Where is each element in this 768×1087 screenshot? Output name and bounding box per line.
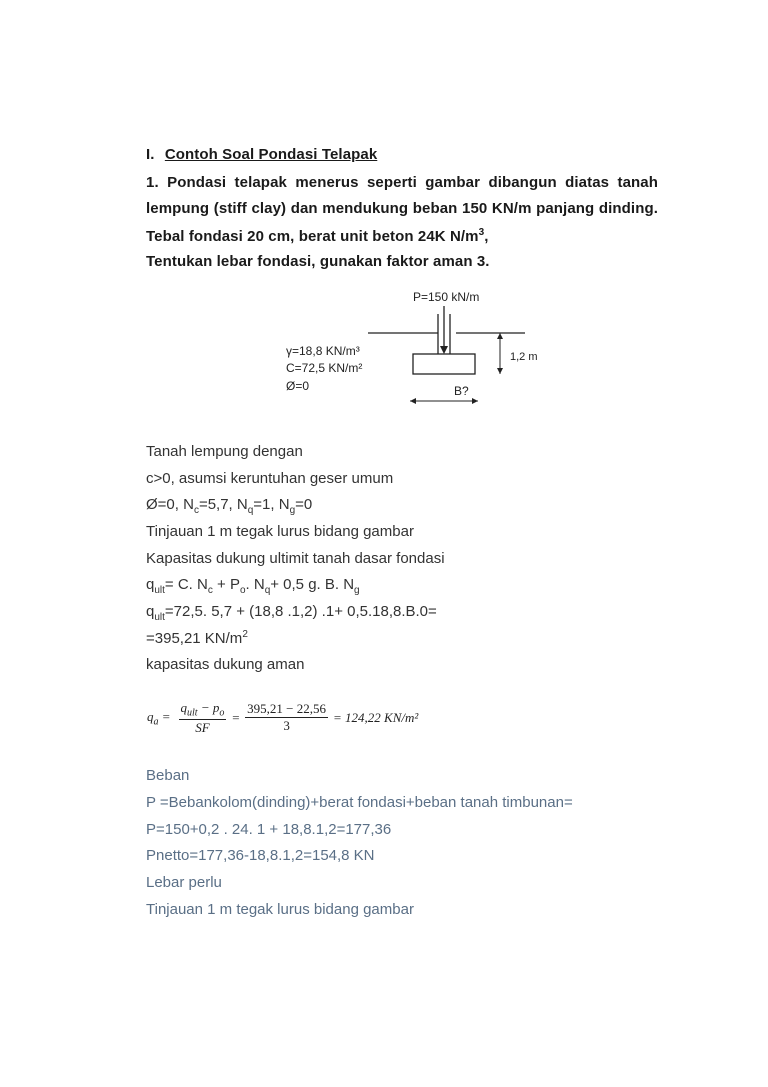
body-line-3-d: =1, N — [253, 496, 290, 513]
formula-lhs-sub: a — [153, 716, 159, 728]
formula-lhs: $q_a$ = — [147, 708, 171, 728]
section-heading — [146, 146, 377, 163]
depth-arrow-top — [497, 333, 503, 339]
body-line-3-b: =5,7, N — [198, 496, 248, 513]
problem-line-3-end: , — [484, 228, 489, 245]
load-arrowhead — [440, 346, 448, 354]
gamma-label: γ=18,8 KN/m³ — [286, 344, 360, 358]
problem-line-3 — [146, 227, 489, 245]
eq-part-d: . N — [245, 576, 265, 593]
width-arrow-right — [472, 398, 478, 404]
q-symbol: q — [146, 576, 155, 593]
formula-num-1 — [179, 700, 227, 720]
body-line-6 — [146, 576, 360, 596]
phi-label: Ø=0 — [286, 379, 310, 393]
depth-label: 1,2 m — [510, 351, 538, 363]
cohesion-label: C=72,5 KN/m² — [286, 361, 363, 375]
beban-line-4: Pnetto=177,36-18,8.1,2=154,8 KN — [146, 847, 375, 864]
body-line-5: Kapasitas dukung ultimit tanah dasar fondasi — [146, 550, 445, 567]
body-line-8 — [146, 629, 248, 647]
width-arrow-left — [410, 398, 416, 404]
problem-line-1: 1. Pondasi telapak menerus seperti gambar dibangun diatas tanah — [146, 174, 658, 191]
num1-sub: ult — [187, 707, 198, 719]
body-line-3-e: =0 — [295, 496, 313, 513]
q-symbol-2: q — [146, 603, 155, 620]
q-sub-ult-2: ult — [154, 612, 165, 623]
problem-line-4: Tentukan lebar fondasi, gunakan faktor aman 3. — [146, 253, 490, 270]
formula-lhs-q: q — [147, 708, 154, 724]
eq-sub-o: o — [239, 585, 246, 596]
formula-table — [146, 700, 419, 736]
body-line-7 — [146, 603, 437, 623]
formula-eq: = — [231, 709, 241, 725]
body-line-3-sub-g: g — [289, 505, 296, 516]
problem-line-3-sup: 3 — [478, 227, 485, 238]
eq-part-a: = C. N — [164, 576, 208, 593]
num1-minus: − p — [197, 700, 220, 715]
body-line-2: c>0, asumsi keruntuhan geser umum — [146, 470, 394, 487]
beban-line-1: Beban — [146, 767, 190, 784]
section-title: Contoh Soal Pondasi Telapak — [164, 146, 378, 163]
body-line-3-a: Ø=0, N — [146, 496, 194, 513]
body-line-4: Tinjauan 1 m tegak lurus bidang gambar — [146, 523, 414, 540]
formula-fraction-1 — [175, 700, 231, 736]
qult-result-sup: 2 — [242, 629, 248, 640]
beban-line-2: P =Bebankolom(dinding)+berat fondasi+beban tanah timbunan= — [146, 794, 573, 811]
body-line-3 — [146, 496, 312, 516]
section-number: I. — [146, 146, 155, 163]
problem-line-3-text: Tebal fondasi 20 cm, berat unit beton 24K N/m — [146, 228, 479, 245]
foundation-diagram — [270, 284, 538, 409]
beban-line-3: P=150+0,2 . 24. 1 + 18,8.1,2=177,36 — [146, 821, 392, 838]
load-label: P=150 kN/m — [413, 290, 480, 304]
body-line-1: Tanah lempung dengan — [146, 443, 303, 460]
eq-calc: =72,5. 5,7 + (18,8 .1,2) .1+ 0,5.18,8.B.0= — [164, 603, 437, 620]
num1-sub2: o — [219, 707, 225, 719]
eq-sub-g: g — [354, 585, 360, 596]
formula-den-2: 3 — [283, 718, 290, 734]
beban-line-5: Lebar perlu — [146, 874, 222, 891]
footing-rect — [413, 354, 475, 374]
depth-arrow-bottom — [497, 368, 503, 374]
qult-result: =395,21 KN/m — [146, 630, 243, 647]
problem-line-2: lempung (stiff clay) dan mendukung beban 150 KN/m panjang dinding. — [146, 200, 658, 217]
formula-num-2: 395,21 − 22,56 — [247, 701, 326, 717]
body-line-3-sub-c: c — [193, 505, 199, 516]
eq-sub-q: q — [264, 585, 271, 596]
q-sub-ult: ult — [154, 585, 165, 596]
eq-sub-c: c — [207, 585, 213, 596]
eq-part-e: + 0,5 g. B. N — [270, 576, 355, 593]
formula-den-1: SF — [195, 719, 210, 735]
width-label: B? — [454, 384, 469, 398]
formula-fraction-2 — [241, 700, 332, 736]
num1-q: q — [180, 700, 188, 715]
formula-result: = 124,22 KN/m² — [333, 709, 419, 725]
body-line-3-sub-q: q — [247, 505, 254, 516]
safe-capacity-formula — [146, 700, 419, 736]
beban-line-6: Tinjauan 1 m tegak lurus bidang gambar — [146, 901, 414, 918]
body-line-9: kapasitas dukung aman — [146, 656, 305, 673]
eq-part-b: + P — [212, 576, 240, 593]
